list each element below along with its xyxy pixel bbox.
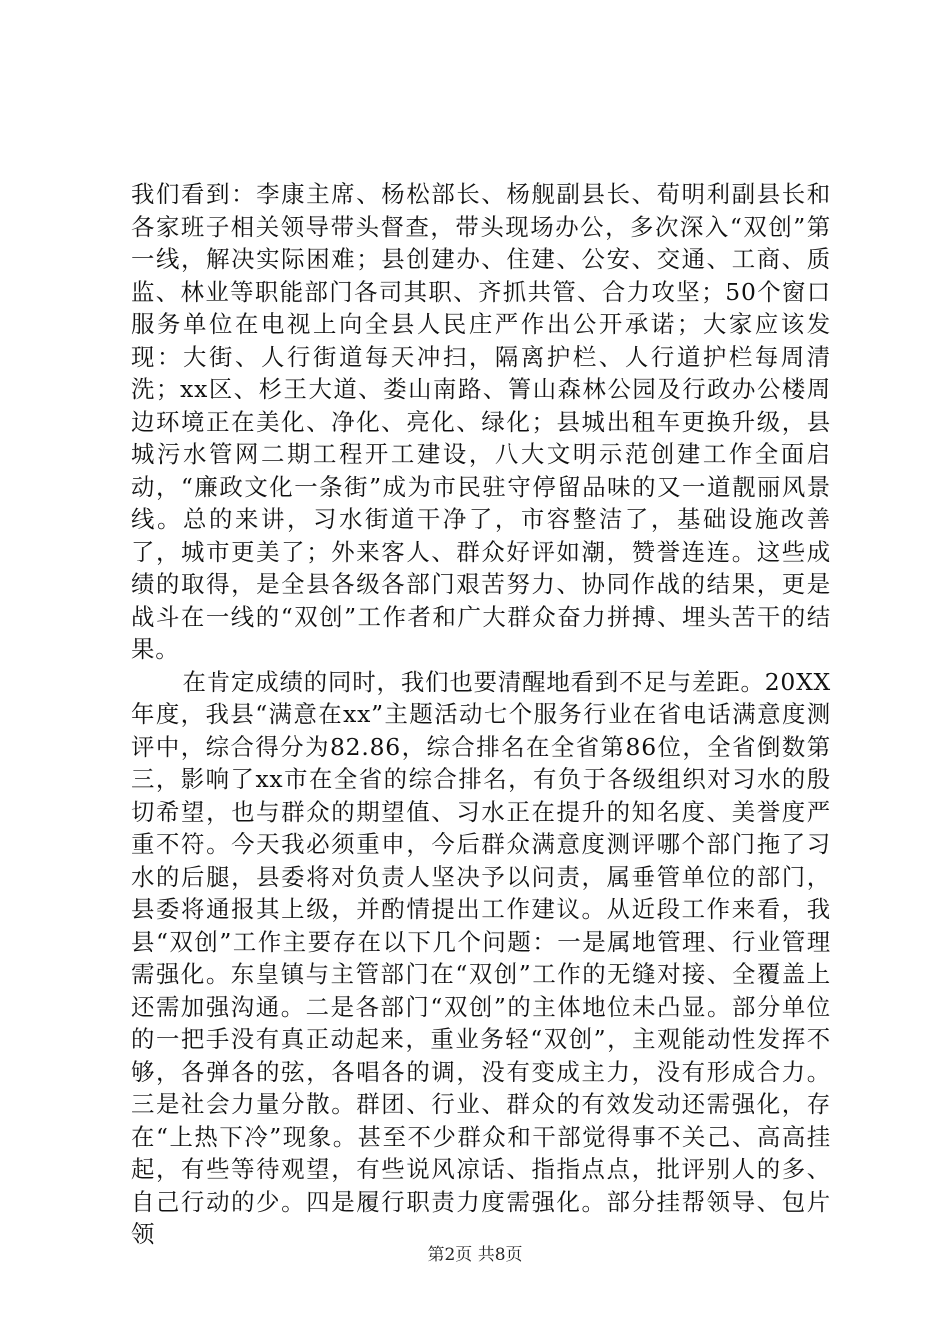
document-body — [131, 178, 831, 1251]
paragraph-shortcomings: 在肯定成绩的同时，我们也要清醒地看到不足与差距。20XX年度，我县“满意在xx”主题活动七个服务行业在省电话满意度测评中，综合得分为82.86，综合排名在全省第86位，全省倒数第三，影响了xx市在全省的综合排名，有负于各级组织对习水的殷切希望，也与群众的期望值、习水正在提升的知名度、美誉度严重不符。今天我必须重申，今后群众满意度测评哪个部门拖了习水的后腿，县委将对负责人坚决予以问责，属垂管单位的部门，县委将通报其上级，并酌情提出工作建议。从近段工作来看，我县“双创”工作主要存在以下几个问题：一是属地管理、行业管理需强化。东皇镇与主管部门在“双创”工作的无缝对接、全覆盖上还需加强沟通。二是各部门“双创”的主体地位未凸显。部分单位的一把手没有真正动起来，重业务轻“双创”，主观能动性发挥不够，各弹各的弦，各唱各的调，没有变成主力，没有形成合力。三是社会力量分散。群团、行业、群众的有效发动还需强化，存在“上热下冷”现象。甚至不少群众和干部觉得事不关己、高高挂起，有些等待观望，有些说风凉话、指指点点，批评别人的多、自己行动的少。四是履行职责力度需强化。部分挂帮领导、包片领 — [131, 667, 831, 1248]
paragraph-achievements: 我们看到：李康主席、杨松部长、杨舰副县长、荀明利副县长和各家班子相关领导带头督查，带头现场办公，多次深入“双创”第一线，解决实际困难；县创建办、住建、公安、交通、工商、质监、林业等职能部门各司其职、齐抓共管、合力攻坚；50个窗口服务单位在电视上向全县人民庄严作出公开承诺；大家应该发现：大街、人行街道每天冲扫，隔离护栏、人行道护栏每周清洗；xx区、杉王大道、娄山南路、箐山森林公园及行政办公楼周边环境正在美化、净化、亮化、绿化；县城出租车更换升级，县城污水管网二期工程开工建设，八大文明示范创建工作全面启动，“廉政文化一条街”成为市民驻守停留品味的又一道靓丽风景线。总的来讲，习水街道干净了，市容整洁了，基础设施改善了，城市更美了；外来客人、群众好评如潮，赞誉连连。这些成绩的取得，是全县各级各部门艰苦努力、协同作战的结果，更是战斗在一线的“双创”工作者和广大群众奋力拼搏、埋头苦干的结果。 — [131, 180, 831, 663]
page-number-footer: 第2页 共8页 — [427, 1245, 523, 1265]
